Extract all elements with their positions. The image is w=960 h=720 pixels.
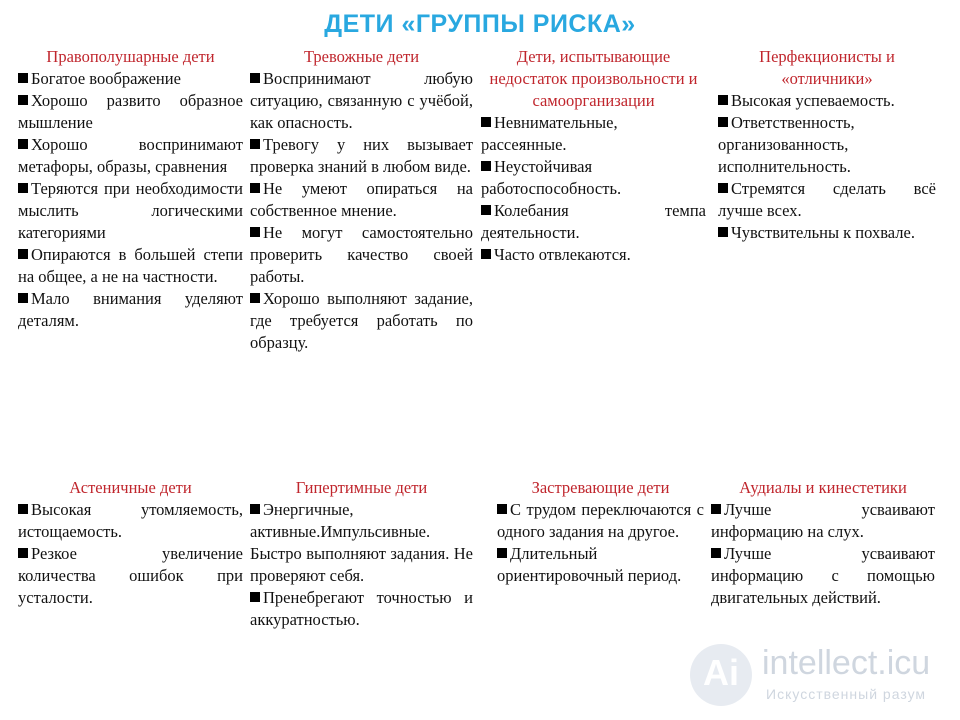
square-bullet-icon xyxy=(497,504,507,514)
page-title: ДЕТИ «ГРУППЫ РИСКА» xyxy=(324,10,636,38)
square-bullet-icon xyxy=(481,249,491,259)
square-bullet-icon xyxy=(250,73,260,83)
list-item: Тревогу у них вызывает проверка знаний в любом виде. xyxy=(250,135,473,176)
square-bullet-icon xyxy=(250,504,260,514)
list-item: Часто отвлекаются. xyxy=(481,244,706,266)
list-item: Колебания темпа деятельности. xyxy=(481,201,706,242)
column-audials-kinesthetics xyxy=(711,477,935,609)
square-bullet-icon xyxy=(250,139,260,149)
list-item: Резкое увеличение количества ошибок при усталости. xyxy=(18,544,243,607)
list-item: С трудом переключаются с одного задания на другое. xyxy=(497,500,704,541)
list-item: Высокая утомляемость, истощаемость. xyxy=(18,500,243,541)
list-item: Опираются в большей степи на общее, а не на частности. xyxy=(18,245,243,286)
list-item: Хорошо воспринимают метафоры, образы, сравнения xyxy=(18,135,243,176)
square-bullet-icon xyxy=(18,293,28,303)
watermark xyxy=(690,640,950,710)
column-self-organization xyxy=(481,46,706,266)
square-bullet-icon xyxy=(250,293,260,303)
square-bullet-icon xyxy=(481,161,491,171)
watermark-tagline: Искусственный разум xyxy=(766,686,927,702)
list-item: Не могут самостоятельно проверить качество своей работы. xyxy=(250,223,473,286)
square-bullet-icon xyxy=(711,504,721,514)
square-bullet-icon xyxy=(250,227,260,237)
list-item: Длительный ориентировочный период. xyxy=(497,544,682,585)
column-header: Дети, испытывающие недостаток произвольности и самоорганизации xyxy=(489,47,698,110)
column-asthenic xyxy=(18,477,243,609)
list-item: Пренебрегают точностью и аккуратностью. xyxy=(250,588,473,629)
watermark-logo-icon: Ai xyxy=(690,644,752,706)
square-bullet-icon xyxy=(18,139,28,149)
square-bullet-icon xyxy=(18,249,28,259)
list-item: Мало внимания уделяют деталям. xyxy=(18,289,243,330)
column-perfectionists xyxy=(718,46,936,244)
list-item: Теряются при необходимости мыслить логическими категориями xyxy=(18,179,243,242)
square-bullet-icon xyxy=(250,183,260,193)
column-header: Застревающие дети xyxy=(531,478,670,497)
square-bullet-icon xyxy=(718,183,728,193)
square-bullet-icon xyxy=(711,548,721,558)
square-bullet-icon xyxy=(18,183,28,193)
square-bullet-icon xyxy=(718,95,728,105)
square-bullet-icon xyxy=(718,227,728,237)
watermark-name: intellect.icu xyxy=(762,644,931,682)
column-header: Аудиалы и кинестетики xyxy=(739,478,907,497)
column-hyperthymic xyxy=(250,477,473,631)
column-header: Гипертимные дети xyxy=(295,478,428,497)
list-item: Хорошо выполняют задание, где требуется работать по образцу. xyxy=(250,289,473,352)
list-item: Богатое воображение xyxy=(18,68,243,90)
square-bullet-icon xyxy=(18,73,28,83)
list-item: Лучше усваивают информацию на слух. xyxy=(711,500,935,541)
list-item: Лучше усваивают информацию с помощью двигательных действий. xyxy=(711,544,935,607)
list-item: Энергичные, активные.Импульсивные. Быстро выполняют задания. Не проверяют себя. xyxy=(250,500,473,585)
square-bullet-icon xyxy=(18,504,28,514)
column-stuck xyxy=(497,477,704,587)
list-item: Стремятся сделать всё лучше всех. xyxy=(718,179,936,220)
square-bullet-icon xyxy=(250,592,260,602)
column-header: Правополушарные дети xyxy=(46,47,215,66)
square-bullet-icon xyxy=(18,548,28,558)
list-item: Ответственность, организованность, исполнительность. xyxy=(718,113,855,176)
list-item: Невнимательные, рассеянные. xyxy=(481,113,618,154)
square-bullet-icon xyxy=(481,117,491,127)
square-bullet-icon xyxy=(497,548,507,558)
column-header: Перфекционисты и «отличники» xyxy=(759,47,895,88)
square-bullet-icon xyxy=(481,205,491,215)
column-header: Тревожные дети xyxy=(303,47,420,66)
square-bullet-icon xyxy=(18,95,28,105)
list-item: Не умеют опираться на собственное мнение. xyxy=(250,179,473,220)
square-bullet-icon xyxy=(718,117,728,127)
column-anxious xyxy=(250,46,473,354)
list-item: Высокая успеваемость. xyxy=(718,90,936,112)
list-item: Воспринимают любую ситуацию, связанную с учёбой, как опасность. xyxy=(250,69,473,132)
list-item: Неустойчивая работоспособность. xyxy=(481,157,622,198)
list-item: Чувствительны к похвале. xyxy=(718,222,936,244)
column-header: Астеничные дети xyxy=(69,478,192,497)
column-right-hemisphere xyxy=(18,46,243,332)
list-item: Хорошо развито образное мышление xyxy=(18,91,243,132)
